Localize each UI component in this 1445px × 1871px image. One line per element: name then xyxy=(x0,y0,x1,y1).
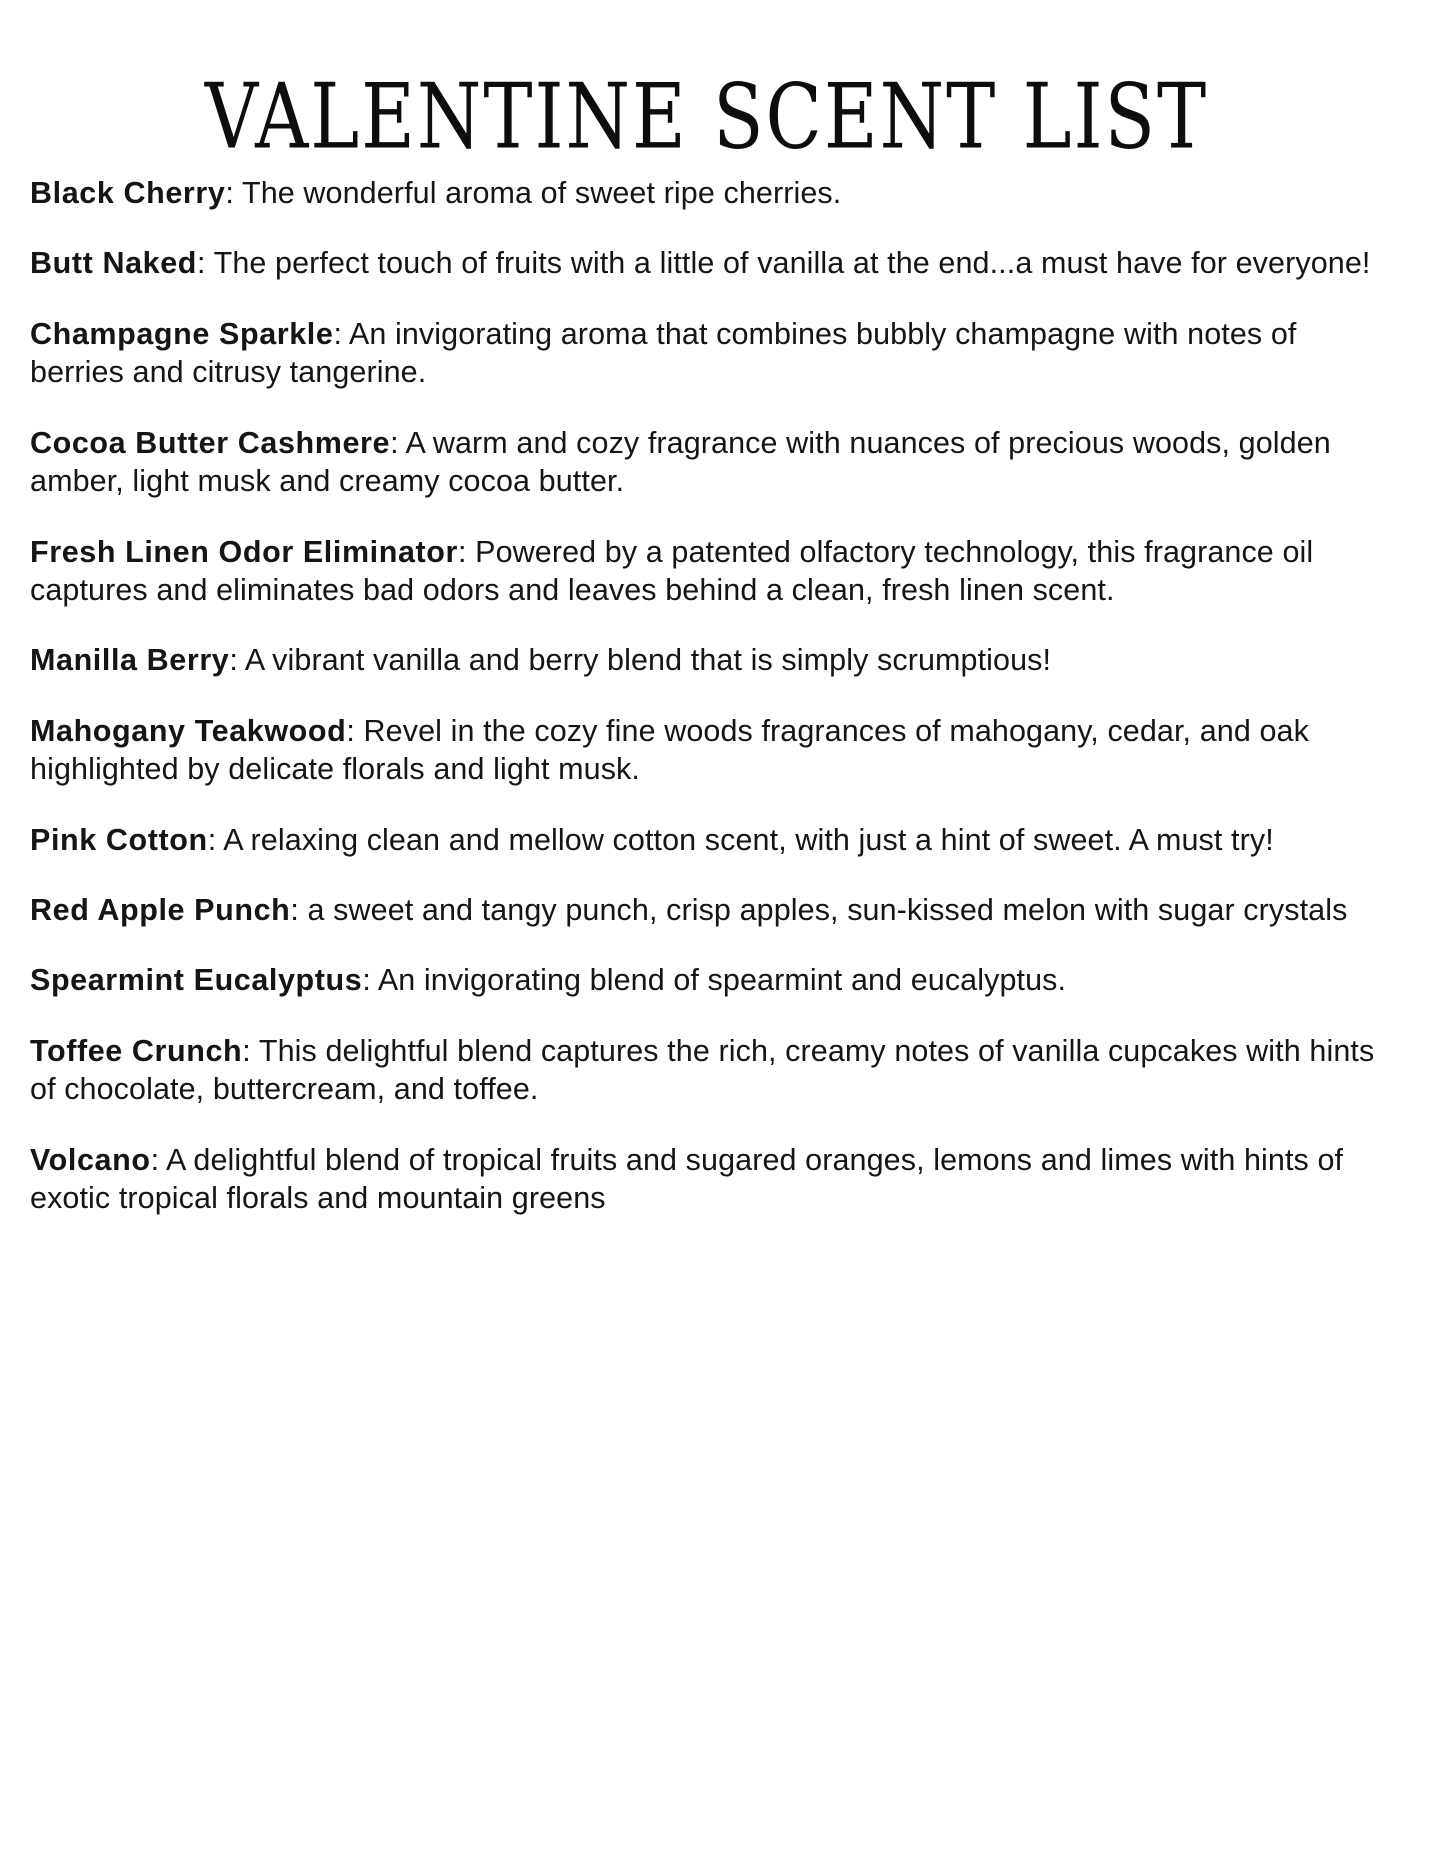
scent-separator: : xyxy=(290,893,308,928)
list-item xyxy=(28,315,1385,392)
scent-separator: : xyxy=(458,534,476,569)
list-item xyxy=(28,424,1385,501)
scent-separator: : xyxy=(150,1142,167,1177)
scent-name: Butt Naked xyxy=(30,246,197,281)
scent-name: Toffee Crunch xyxy=(30,1033,243,1068)
scent-description: A relaxing clean and mellow cotton scent, with just a hint of sweet. A must try! xyxy=(223,822,1274,857)
scent-separator: : xyxy=(242,1033,259,1068)
scent-description: Powered by a patented olfactory technology, this fragrance oil captures and eliminates bad odors and leaves behind a clean, fresh linen scent. xyxy=(30,534,1314,607)
scent-separator: : xyxy=(333,316,349,351)
page-title: VALENTINE SCENT LIST xyxy=(204,63,1209,169)
scent-description: The perfect touch of fruits with a little of vanilla at the end...a must have for everyone! xyxy=(213,246,1371,281)
scent-name: Fresh Linen Odor Eliminator xyxy=(30,534,458,569)
scent-description: An invigorating blend of spearmint and eucalyptus. xyxy=(377,963,1067,998)
scent-description: The wonderful aroma of sweet ripe cherries. xyxy=(242,176,842,210)
scent-description: An invigorating aroma that combines bubbly champagne with notes of berries and citrusy tangerine. xyxy=(30,316,1297,390)
list-item xyxy=(28,891,1385,929)
list-item xyxy=(28,821,1385,859)
scent-name: Red Apple Punch xyxy=(30,893,291,928)
scent-description: A warm and cozy fragrance with nuances of precious woods, golden amber, light musk and creamy cocoa butter. xyxy=(30,425,1331,499)
scent-separator: : xyxy=(225,176,242,210)
list-item xyxy=(28,1032,1385,1109)
scent-separator: : xyxy=(229,643,245,678)
scent-separator: : xyxy=(197,246,214,281)
scent-name: Pink Cotton xyxy=(30,822,208,857)
scent-name: Black Cherry xyxy=(30,176,226,210)
scent-description: A delightful blend of tropical fruits and sugared oranges, lemons and limes with hints of exotic tropical florals and mountain greens xyxy=(30,1142,1344,1216)
list-item xyxy=(28,641,1385,679)
scent-separator: : xyxy=(362,963,378,998)
scent-name: Cocoa Butter Cashmere xyxy=(30,425,391,460)
scent-description: A vibrant vanilla and berry blend that is simply scrumptious! xyxy=(244,643,1052,678)
scent-description: This delightful blend captures the rich, creamy notes of vanilla cupcakes with hints of chocolate, buttercream, and toffee. xyxy=(30,1033,1375,1107)
list-item xyxy=(28,533,1385,610)
scent-name: Mahogany Teakwood xyxy=(30,713,347,748)
scent-name: Spearmint Eucalyptus xyxy=(30,963,363,998)
list-item xyxy=(28,244,1385,282)
scent-description: Revel in the cozy fine woods fragrances of mahogany, cedar, and oak highlighted by delicate florals and light musk. xyxy=(30,713,1309,787)
list-item xyxy=(28,712,1385,789)
list-item xyxy=(28,1141,1385,1218)
list-item xyxy=(28,174,1385,212)
scent-separator: : xyxy=(207,822,224,857)
scent-name: Volcano xyxy=(30,1142,151,1177)
scent-name: Manilla Berry xyxy=(30,643,230,678)
list-item xyxy=(28,961,1385,999)
scent-list xyxy=(28,174,1385,1218)
scent-separator: : xyxy=(390,425,406,460)
scent-description: a sweet and tangy punch, crisp apples, sun-kissed melon with sugar crystals xyxy=(307,893,1348,928)
scent-name: Champagne Sparkle xyxy=(30,316,334,351)
scent-separator: : xyxy=(346,713,364,748)
